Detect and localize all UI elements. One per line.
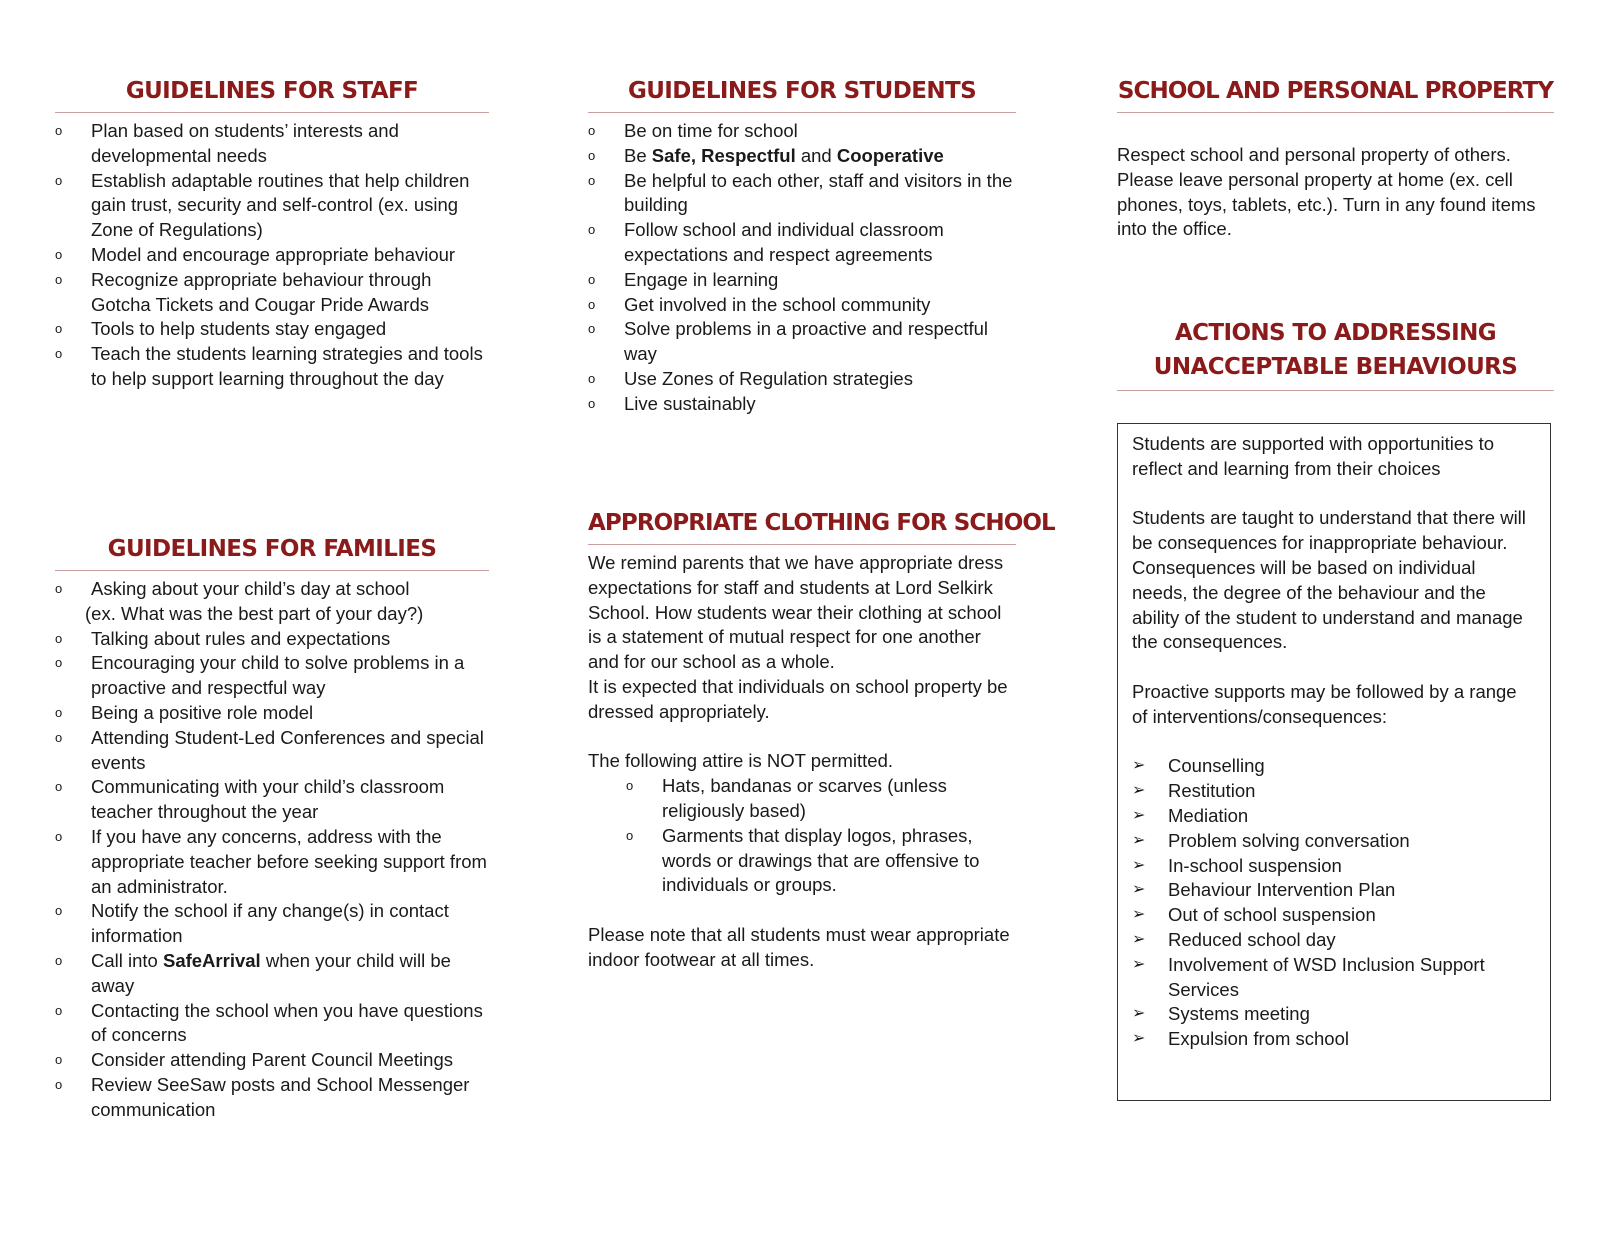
list-item: o If you have any concerns, address with the appropriate teacher before seeking support from an administrator.: [55, 825, 487, 897]
circle-bullet-icon: o: [55, 1076, 63, 1092]
circle-bullet-icon: o: [588, 321, 596, 337]
consequences-list: [1132, 754, 1536, 1052]
families-list: [55, 577, 489, 1123]
list-item: o Attending Student-Led Conferences and special events: [55, 726, 484, 773]
arrow-bullet-icon: ➢: [1132, 806, 1146, 824]
list-item: ➢ Systems meeting: [1132, 1002, 1536, 1027]
list-item: ➢ Problem solving conversation: [1132, 829, 1536, 854]
staff-heading: GUIDELINES FOR STAFF: [55, 74, 489, 113]
circle-bullet-icon: o: [55, 346, 63, 362]
list-item: o Review SeeSaw posts and School Messenger communication: [55, 1073, 470, 1120]
circle-bullet-icon: o: [588, 147, 596, 163]
list-item: o Contacting the school when you have questions of concerns: [55, 999, 483, 1046]
list-item: o Call into SafeArrival when your child will be away: [55, 949, 451, 996]
list-item-note: (ex. What was the best part of your day?): [85, 602, 424, 624]
circle-bullet-icon: o: [55, 779, 63, 795]
families-heading: GUIDELINES FOR FAMILIES: [55, 532, 489, 571]
not-permitted-label: The following attire is NOT permitted.: [588, 750, 894, 772]
property-text: Respect school and personal property of others. Please leave personal property at home (ex. cell phones, toys, tablets, etc.). Turn in any found items into the office.: [1117, 144, 1536, 240]
not-permitted-list: [626, 774, 1016, 898]
list-item: o Encouraging your child to solve problems in a proactive and respectful way: [55, 652, 465, 699]
staff-list: [55, 119, 489, 392]
circle-bullet-icon: o: [55, 1002, 63, 1018]
list-item: ➢ Out of school suspension: [1132, 903, 1536, 928]
actions-heading-line1: ACTIONS TO ADDRESSING: [1174, 320, 1497, 346]
actions-heading-line2: UNACCEPTABLE BEHAVIOURS: [1153, 354, 1518, 380]
circle-bullet-icon: o: [588, 296, 596, 312]
list-item: o Get involved in the school community: [588, 293, 1016, 318]
footwear-note: Please note that all students must wear appropriate indoor footwear at all times.: [588, 923, 1010, 970]
actions-box: [1117, 423, 1551, 1101]
arrow-bullet-icon: ➢: [1132, 757, 1146, 775]
property-section: [1117, 74, 1554, 242]
circle-bullet-icon: o: [588, 172, 596, 188]
circle-bullet-icon: o: [55, 704, 63, 720]
list-item: o Plan based on students’ interests and developmental needs: [55, 120, 399, 166]
arrow-bullet-icon: ➢: [1132, 782, 1146, 800]
circle-bullet-icon: o: [55, 655, 63, 671]
list-item: ➢ Counselling: [1132, 754, 1536, 779]
circle-bullet-icon: o: [55, 321, 63, 337]
list-item: ➢ In-school suspension: [1132, 854, 1536, 879]
arrow-bullet-icon: ➢: [1132, 930, 1146, 948]
list-item: o Be Safe, Respectful and Cooperative: [588, 144, 1016, 169]
students-section: [588, 74, 1016, 417]
list-item: o Communicating with your child’s classroom teacher throughout the year: [55, 776, 445, 823]
list-item: o Follow school and individual classroom expectations and respect agreements: [588, 219, 944, 265]
circle-bullet-icon: o: [626, 827, 634, 843]
circle-bullet-icon: o: [55, 828, 63, 844]
list-item: o Notify the school if any change(s) in contact information: [55, 900, 449, 947]
clothing-expectation: It is expected that individuals on school property be dressed appropriately.: [588, 675, 1008, 722]
list-item: o Talking about rules and expectations: [55, 627, 489, 652]
families-section: [55, 532, 489, 1123]
list-item: o Live sustainably: [588, 392, 1016, 417]
list-item: o Recognize appropriate behaviour through Gotcha Tickets and Cougar Pride Awards: [55, 268, 432, 315]
circle-bullet-icon: o: [55, 123, 63, 138]
circle-bullet-icon: o: [588, 395, 596, 411]
circle-bullet-icon: o: [55, 630, 63, 646]
circle-bullet-icon: o: [626, 778, 634, 794]
list-item: o Tools to help students stay engaged: [55, 317, 489, 342]
list-item: ➢ Mediation: [1132, 804, 1536, 829]
list-item: o Establish adaptable routines that help children gain trust, security and self-control (ex. using Zone of Regulations): [55, 169, 470, 241]
list-item: o Teach the students learning strategies and tools to help support learning throughout the day: [55, 343, 483, 389]
circle-bullet-icon: o: [55, 1052, 63, 1068]
students-list: [588, 119, 1016, 417]
list-item: o Be on time for school: [588, 119, 1016, 144]
circle-bullet-icon: o: [588, 123, 596, 138]
list-item: o Be helpful to each other, staff and visitors in the building: [588, 169, 1013, 216]
clothing-heading: APPROPRIATE CLOTHING FOR SCHOOL: [588, 506, 1016, 545]
actions-paragraph-3: Proactive supports may be followed by a range of interventions/consequences:: [1132, 680, 1517, 727]
property-heading: SCHOOL AND PERSONAL PROPERTY: [1117, 74, 1554, 113]
circle-bullet-icon: o: [55, 581, 63, 596]
list-item: ➢ Involvement of WSD Inclusion Support Services: [1132, 953, 1485, 1000]
arrow-bullet-icon: ➢: [1132, 1005, 1146, 1023]
arrow-bullet-icon: ➢: [1132, 1030, 1146, 1048]
staff-section: [55, 74, 489, 392]
arrow-bullet-icon: ➢: [1132, 955, 1146, 973]
arrow-bullet-icon: ➢: [1132, 856, 1146, 874]
clothing-section: [588, 506, 1055, 973]
arrow-bullet-icon: ➢: [1132, 831, 1146, 849]
arrow-bullet-icon: ➢: [1132, 881, 1146, 899]
list-item: o Asking about your child’s day at school: [55, 577, 489, 602]
students-heading: GUIDELINES FOR STUDENTS: [588, 74, 1016, 113]
list-item: o Use Zones of Regulation strategies: [588, 367, 1016, 392]
list-item: o Model and encourage appropriate behaviour: [55, 243, 489, 268]
list-item: o Engage in learning: [588, 268, 1016, 293]
list-item: o Being a positive role model: [55, 701, 489, 726]
circle-bullet-icon: o: [55, 246, 63, 262]
list-item: ➢ Restitution: [1132, 779, 1536, 804]
list-item: ➢ Behaviour Intervention Plan: [1132, 878, 1536, 903]
circle-bullet-icon: o: [55, 903, 63, 919]
circle-bullet-icon: o: [55, 729, 63, 745]
actions-section: [1117, 316, 1554, 1101]
circle-bullet-icon: o: [588, 370, 596, 386]
actions-paragraph-1: Students are supported with opportunities to reflect and learning from their choices: [1132, 433, 1495, 479]
circle-bullet-icon: o: [55, 172, 63, 188]
arrow-bullet-icon: ➢: [1132, 906, 1146, 924]
circle-bullet-icon: o: [55, 952, 63, 968]
list-item: o Garments that display logos, phrases, words or drawings that are offensive to individuals or groups.: [626, 824, 980, 896]
list-item: o Hats, bandanas or scarves (unless religiously based): [626, 775, 947, 821]
circle-bullet-icon: o: [588, 222, 596, 238]
list-item: ➢ Expulsion from school: [1132, 1027, 1536, 1052]
clothing-paragraph: We remind parents that we have appropriate dress expectations for staff and students at Lord Selkirk School. How students wear their clothing at school is a statement of mutual respect for one another and for our school as a whole.: [588, 552, 1004, 673]
list-item: ➢ Reduced school day: [1132, 928, 1536, 953]
circle-bullet-icon: o: [55, 271, 63, 287]
actions-paragraph-2: Students are taught to understand that there will be consequences for inappropriate behaviour. Consequences will be based on individual needs, the degree of the behaviour and the ability of the student to understand and manage the consequences.: [1132, 507, 1526, 653]
actions-heading: [1117, 316, 1554, 391]
circle-bullet-icon: o: [588, 271, 596, 287]
list-item: o Consider attending Parent Council Meetings: [55, 1048, 489, 1073]
list-item: o Solve problems in a proactive and respectful way: [588, 318, 989, 365]
